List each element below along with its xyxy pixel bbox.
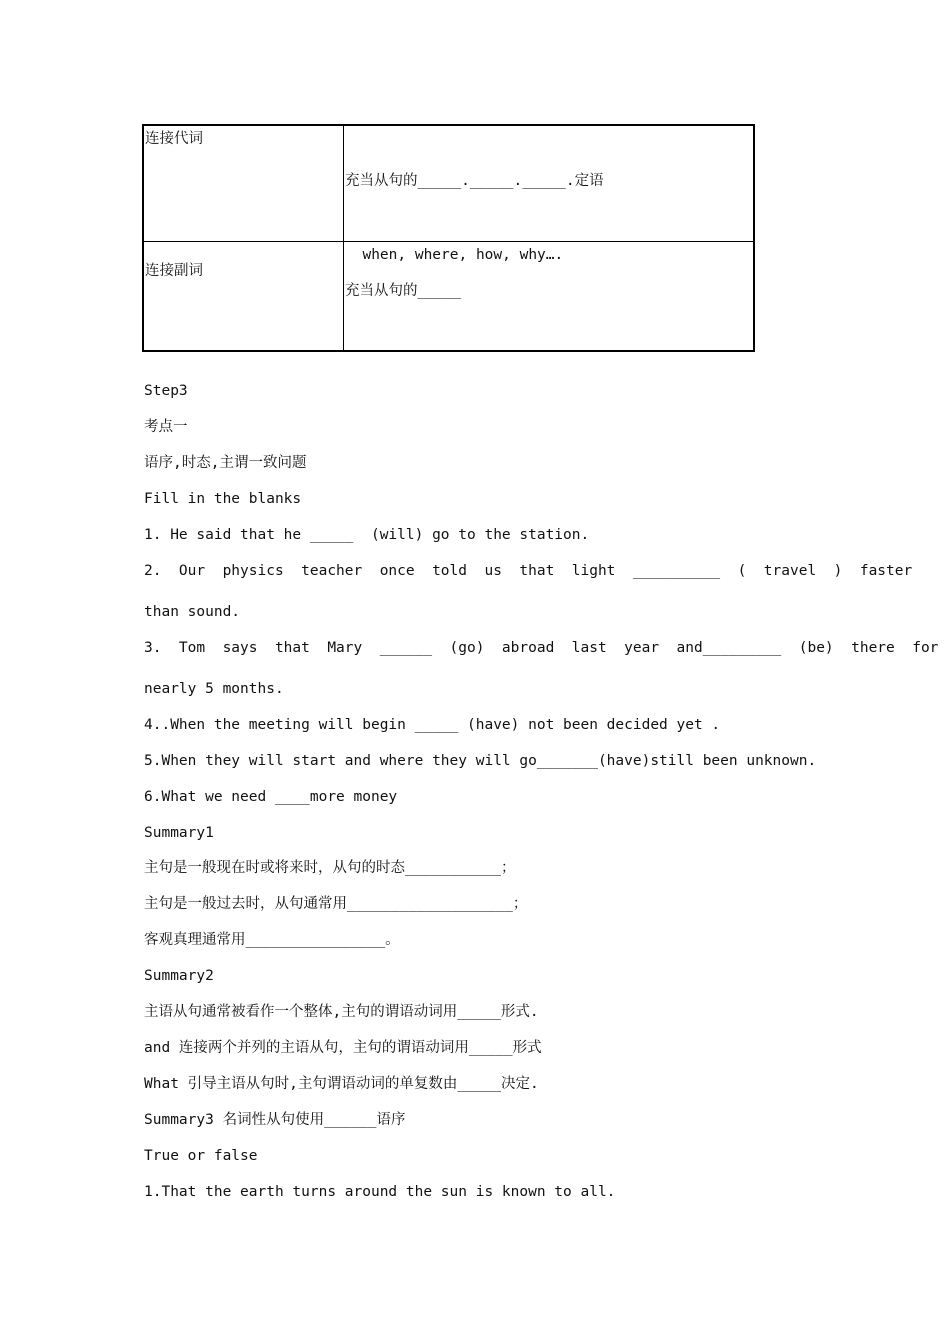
table-row [144, 126, 753, 242]
summary-heading: Summary2 [144, 968, 214, 984]
connective-words-table [142, 124, 755, 352]
summary-line: 主语从句通常被看作一个整体,主句的谓语动词用_____形式. [144, 1004, 539, 1020]
table-cell-label [144, 242, 344, 352]
table-cell-label [144, 126, 344, 241]
connective-pronoun-label: 连接代词 [145, 131, 203, 147]
exercise-item: 3. Tom says that Mary ______ (go) abroad last year and_________ (be) there for [144, 640, 939, 656]
section-heading: 考点一 [144, 419, 188, 435]
exercise-item: 1. He said that he _____ (will) go to the station. [144, 527, 590, 543]
exercise-item-continued: nearly 5 months. [144, 681, 284, 697]
summary-line: and 连接两个并列的主语从句，主句的谓语动词用_____形式 [144, 1040, 542, 1056]
summary-line: What 引导主语从句时,主句谓语动词的单复数由_____决定. [144, 1076, 539, 1092]
summary-line: 客观真理通常用________________。 [144, 932, 400, 948]
exercise-item: 6.What we need ____more money [144, 789, 398, 805]
exercise-item-continued: than sound. [144, 604, 241, 620]
summary-line: 主句是一般现在时或将来时，从句的时态___________； [144, 860, 516, 876]
summary-line: 主句是一般过去时，从句通常用___________________； [144, 896, 528, 912]
table-cell-content [344, 242, 753, 352]
exercise-item: 2. Our physics teacher once told us that light __________ ( travel ) faster [144, 563, 913, 579]
exercise-instruction: True or false [144, 1148, 258, 1164]
table-row [144, 242, 753, 352]
topic-line: 语序,时态,主谓一致问题 [144, 455, 307, 471]
adverb-function-text: 充当从句的_____ [345, 283, 462, 299]
connective-adverb-label: 连接副词 [145, 263, 203, 279]
table-cell-content [344, 126, 753, 241]
pronoun-function-text: 充当从句的_____._____._____.定语 [345, 173, 604, 189]
step-heading: Step3 [144, 383, 188, 399]
summary-heading: Summary3 名词性从句使用______语序 [144, 1112, 406, 1128]
exercise-item: 4..When the meeting will begin _____ (have) not been decided yet . [144, 717, 721, 733]
exercise-item: 5.When they will start and where they will go_______(have)still been unknown. [144, 753, 817, 769]
exercise-item: 1.That the earth turns around the sun is known to all. [144, 1184, 616, 1200]
summary-heading: Summary1 [144, 825, 214, 841]
exercise-instruction: Fill in the blanks [144, 491, 302, 507]
adverb-examples-text: when, where, how, why…. [345, 247, 564, 263]
